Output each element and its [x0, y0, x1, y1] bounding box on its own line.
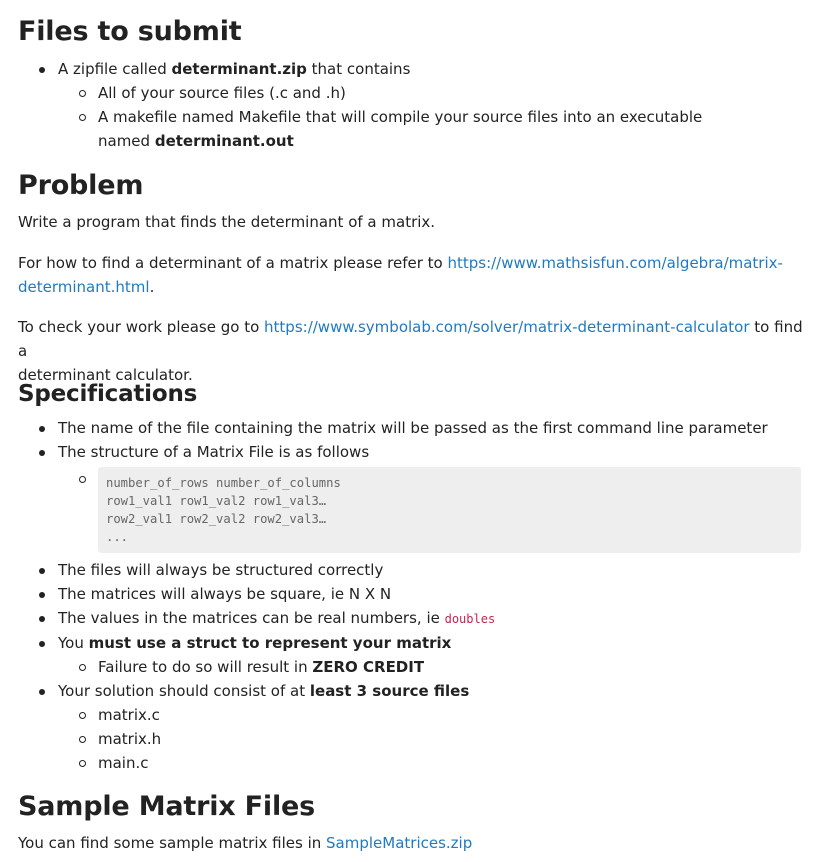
- source-file-name: matrix.c: [98, 706, 160, 724]
- zero-credit: ZERO CREDIT: [312, 658, 425, 676]
- problem-intro: Write a program that finds the determinant of a matrix.: [18, 213, 436, 231]
- zipfile-suffix: that contains: [306, 60, 411, 78]
- struct-prefix: You: [58, 634, 89, 652]
- mathsisfun-link-part2: determinant.html: [18, 278, 150, 296]
- problem-howto: [18, 251, 808, 299]
- list-item-real-numbers: [18, 606, 808, 631]
- symbolab-link[interactable]: https://www.symbolab.com/solver/matrix-determinant-calculator: [264, 318, 750, 336]
- list-item-makefile: [58, 105, 728, 153]
- heading-sample-matrix-files: Sample Matrix Files: [18, 791, 316, 822]
- doubles-code: doubles: [444, 612, 496, 626]
- code-line: row2_val1 row2_val2 row2_val3…: [106, 512, 327, 526]
- code-line: row1_val1 row1_val2 row1_val3…: [106, 494, 327, 508]
- structure-text: The structure of a Matrix File is as follows: [58, 443, 370, 461]
- code-line: number_of_rows number_of_columns: [106, 476, 341, 490]
- samples-prefix: You can find some sample matrix files in: [18, 834, 327, 852]
- source-file-requirement: least 3 source files: [309, 682, 470, 700]
- cmdline-text: The name of the file containing the matrix will be passed as the first command line parameter: [58, 419, 768, 437]
- list-item-source-file: [58, 751, 808, 775]
- source-file-name: matrix.h: [98, 730, 162, 748]
- list-item-solution: [18, 679, 808, 775]
- specifications-list-continued: [18, 558, 808, 775]
- code-line: ...: [106, 530, 129, 544]
- list-item-structure: [18, 440, 808, 553]
- heading-problem: Problem: [18, 170, 144, 201]
- source-file-name: main.c: [98, 754, 149, 772]
- check-suffix-2: determinant calculator.: [18, 366, 193, 384]
- zipfile-prefix: A zipfile called: [58, 60, 172, 78]
- samples-text: [18, 831, 472, 855]
- list-item-codeblock: [58, 467, 808, 553]
- check-suffix-1: to find a: [18, 318, 803, 360]
- struct-requirement: must use a struct to represent your matrix: [88, 634, 452, 652]
- solution-prefix: Your solution should consist of at: [58, 682, 310, 700]
- sample-matrices-link[interactable]: SampleMatrices.zip: [326, 834, 473, 852]
- zipfile-name: determinant.zip: [171, 60, 307, 78]
- makefile-text: A makefile named Makefile that will compile your source files into an executable named: [98, 108, 703, 150]
- sources-text: All of your source files (.c and .h): [98, 84, 346, 102]
- heading-files-to-submit: Files to submit: [18, 16, 242, 47]
- failure-prefix: Failure to do so will result in: [98, 658, 313, 676]
- zip-contents-list: [58, 81, 808, 153]
- executable-name: determinant.out: [154, 132, 294, 150]
- check-prefix: To check your work please go to: [18, 318, 265, 336]
- real-numbers-text: The values in the matrices can be real numbers, ie: [58, 609, 445, 627]
- square-text: The matrices will always be square, ie N X N: [58, 585, 392, 603]
- structure-sublist: [58, 467, 808, 553]
- mathsisfun-link-part1: https://www.mathsisfun.com/algebra/matrix-: [447, 254, 783, 272]
- source-files-list: [58, 703, 808, 775]
- specifications-list: [18, 416, 808, 553]
- matrix-format-codeblock: [98, 467, 801, 553]
- list-item-sources: [58, 81, 808, 105]
- files-list: [18, 57, 808, 153]
- struct-sublist: [58, 655, 808, 679]
- howto-suffix: .: [149, 278, 155, 296]
- list-item-failure: [58, 655, 808, 679]
- problem-check: [18, 315, 808, 387]
- list-item-zipfile: [18, 57, 808, 153]
- list-item-square: [18, 582, 808, 606]
- list-item-cmdline: [18, 416, 808, 440]
- heading-specifications: Specifications: [18, 381, 198, 407]
- structured-text: The files will always be structured correctly: [58, 561, 384, 579]
- list-item-source-file: [58, 703, 808, 727]
- list-item-struct: [18, 631, 808, 679]
- list-item-source-file: [58, 727, 808, 751]
- list-item-structured: [18, 558, 808, 582]
- howto-prefix: For how to find a determinant of a matrix please refer to: [18, 254, 448, 272]
